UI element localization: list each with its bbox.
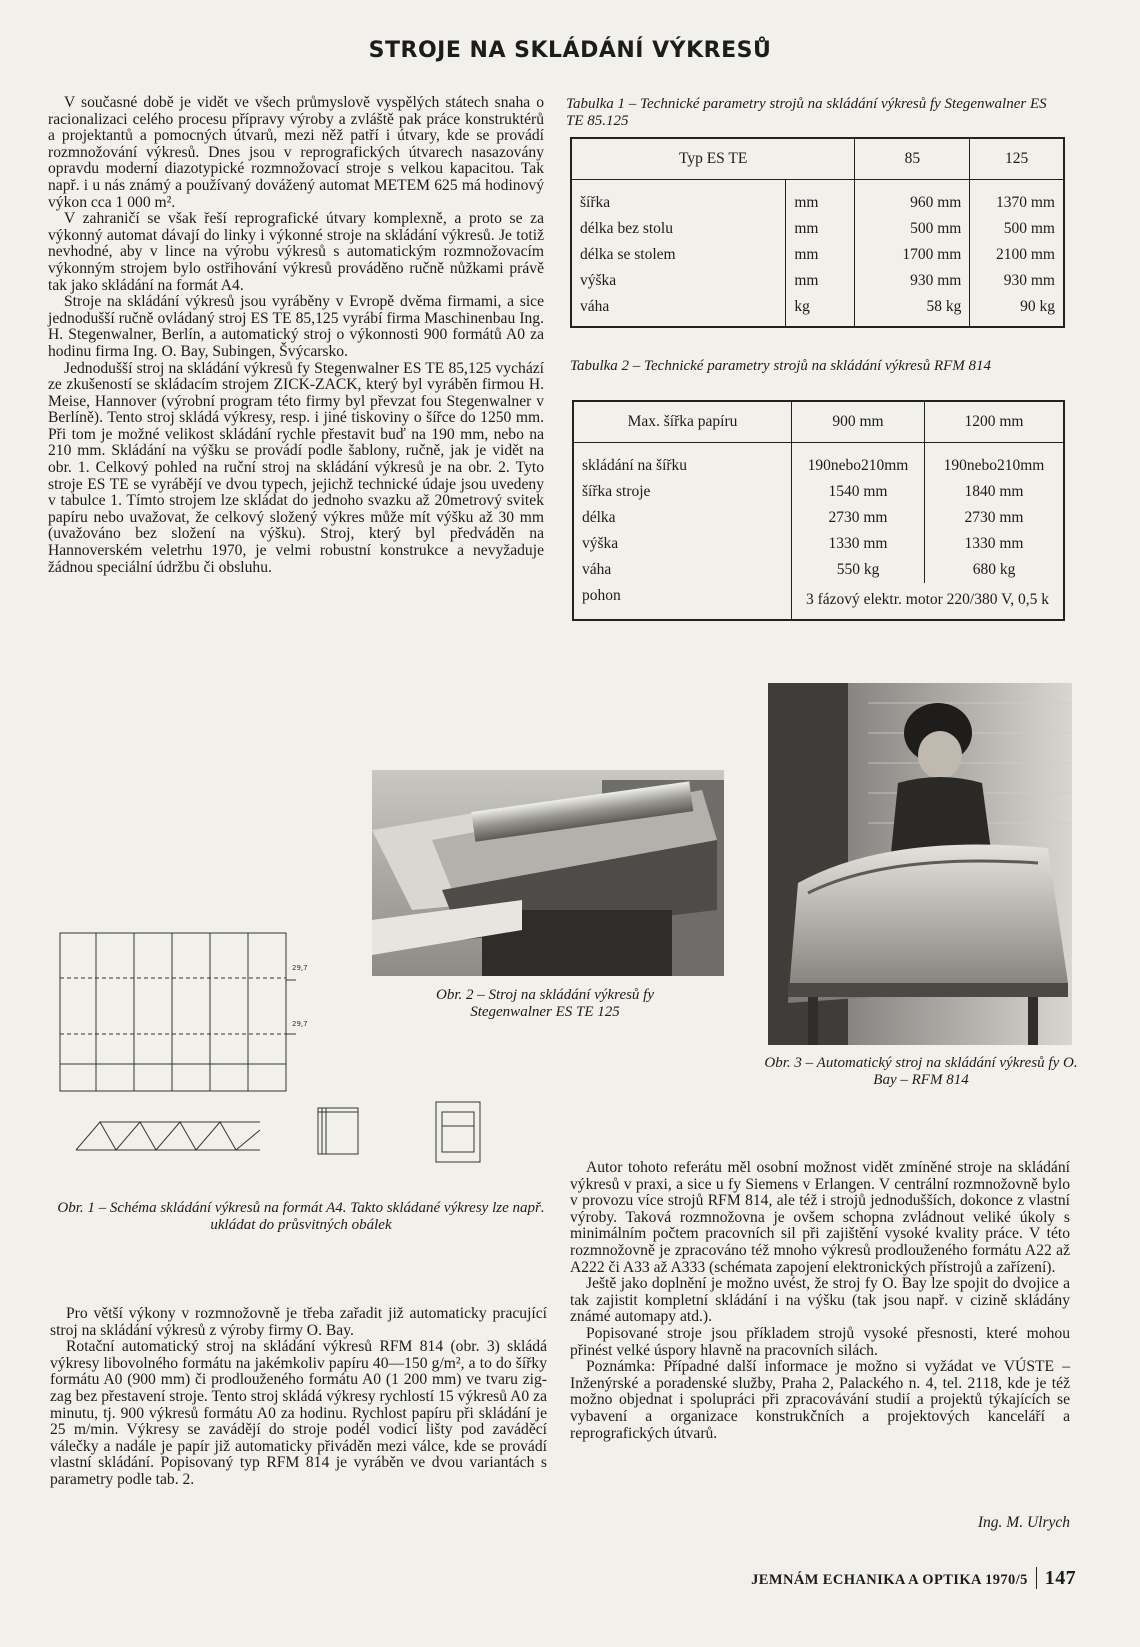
- row-unit: mm: [786, 268, 855, 294]
- row-value: 2730 mm: [925, 505, 1065, 531]
- paragraph: Jednodušší stroj na skládání výkresů fy Stegenwalner ES TE 85,125 vychází ze zkušeností se skládacím strojem ZICK-ZACK, který byl vyráběn firmou H. Meise, Hannover (výrobní program této firmy byl převzat fou Stegenwalner v Berlíně). Tento stroj skládá výkresy, resp. i jiné tiskoviny o šířce do 1250 mm. Při tom je možné velikost skládání rychle přestavit buď na 190 mm, nebo na 210 mm. Skládání na výšku se provádí podle šablony, ručně, jak je vidět na obr. 1. Celkový pohled na ruční stroj na skládání výkresů je na obr. 2. Tyto stroje ES TE se vyrábějí ve dvou typech, jejichž technické údaje jsou uvedeny v tabulce 1. Tímto strojem lze skládat do jednoho svazku až 20metrový svitek papíru nebo uvažovat, že celkový složený výkres může mít výšku až 30 mm (uvažováno bez složení na výšku). Stroj, který byl předváděn na Hannoverském veletrhu 1970, je velmi robustní konstrukce a nevyžaduje žádnou speciální údržbu či obsluhu.: [48, 359, 544, 576]
- diagram-obr1: [56, 930, 486, 1170]
- row-label: výška: [582, 535, 619, 552]
- row-unit: mm: [786, 242, 855, 268]
- table2-header-row: [573, 401, 1064, 443]
- table-row: [571, 242, 1064, 268]
- bottom-left-text: [50, 1306, 547, 1489]
- row-label: váha: [582, 561, 612, 578]
- table1-header-type: Typ ES TE: [571, 138, 855, 180]
- row-label: pohon: [582, 587, 621, 604]
- row-value: 1330 mm: [925, 531, 1065, 557]
- table-row: [573, 531, 1064, 557]
- row-label: skládání na šířku: [582, 457, 688, 474]
- folding-scheme-diagram: [56, 930, 486, 1170]
- row-value: 930 mm: [970, 268, 1064, 294]
- table-row: [571, 268, 1064, 294]
- row-label: délka: [582, 509, 616, 526]
- table2: [572, 400, 1065, 621]
- row-value: 680 kg: [925, 557, 1065, 583]
- journal-name: JEMNÁM ECHANIKA A OPTIKA 1970/5: [751, 1572, 1028, 1588]
- table1: [570, 137, 1065, 328]
- table1-header-row: [571, 138, 1064, 180]
- table-row: [571, 216, 1064, 242]
- paragraph: Poznámka: Případné další informace je možno si vyžádat ve VÚSTE – Inženýrské a poradenské služby, Praha 2, Palackého n. 4, tel. 2118, kde je též možno objednat i spolupráci při zpracovávání studií a projektů týkajících se vybavení a organizace konstrukčních a projektových kanceláří a reprografických útvarů.: [570, 1358, 1070, 1442]
- table-row: [571, 180, 1064, 217]
- dimension-label-a: 29,7: [292, 964, 308, 972]
- table2-caption: Tabulka 2 – Technické parametry strojů na skládání výkresů RFM 814: [570, 358, 992, 374]
- row-label: výška: [580, 272, 617, 289]
- paragraph: Pro větší výkony v rozmnožovně je třeba zařadit již automaticky pracující stroj na skládání výkresů z výroby firmy O. Bay.: [50, 1305, 547, 1339]
- row-value: 58 kg: [855, 294, 970, 327]
- row-unit: mm: [786, 180, 855, 217]
- row-value: 190nebo210mm: [792, 443, 925, 480]
- row-value: 550 kg: [792, 557, 925, 583]
- row-value: 1700 mm: [855, 242, 970, 268]
- row-value: 930 mm: [855, 268, 970, 294]
- automatic-folding-machine-rfm-814-image: [768, 683, 1072, 1045]
- table-row: [573, 505, 1064, 531]
- row-label: šířka stroje: [582, 483, 651, 500]
- table1-header-125: 125: [970, 138, 1064, 180]
- caption-obr3: Obr. 3 – Automatický stroj na skládání výkresů fy O. Bay – RFM 814: [764, 1055, 1078, 1088]
- table2-header-1200: 1200 mm: [925, 401, 1065, 443]
- row-value: 3 fázový elektr. motor 220/380 V, 0,5 k: [792, 583, 1065, 620]
- row-value: 1330 mm: [792, 531, 925, 557]
- table-row: [573, 479, 1064, 505]
- paragraph: Stroje na skládání výkresů jsou vyráběny v Evropě dvěma firmami, a sice jednodušší ručně ovládaný stroj ES TE 85,125 vyrábí firma Maschinenbau Ing. H. Stegenwalner, Berlín, a automatický stroj o výkonnosti 900 formátů A0 za hodinu firma Ing. O. Bay, Subingen, Švýcarsko.: [48, 293, 544, 360]
- table2-header-900: 900 mm: [792, 401, 925, 443]
- table-row: [573, 443, 1064, 480]
- row-unit: kg: [786, 294, 855, 327]
- table-row: [571, 294, 1064, 327]
- table1-caption: Tabulka 1 – Technické parametry strojů na skládání výkresů fy Stegenwalner ES TE 85.125: [566, 96, 1047, 129]
- row-value: 1370 mm: [970, 180, 1064, 217]
- paragraph: Ještě jako doplnění je možno uvést, že stroj fy O. Bay lze spojit do dvojice a tak zajistit kompletní skládání i na výšku (tak jsou např. v cizině skládány známé automapy atd.).: [570, 1275, 1070, 1326]
- table1-header-85: 85: [855, 138, 970, 180]
- paragraph: Autor tohoto referátu měl osobní možnost vidět zmíněné stroje na skládání výkresů v praxi, a sice u fy Siemens v Erlangen. V centrální rozmnožovně bylo v provozu více strojů RFM 814, ale též i strojů jednodušších, dokonce z vlastní výroby. Taková rozmnožovna je ovšem schopna zvládnout veliké úkoly s minimálním počtem pracovních sil při zajištění vysoké kvality práce. V této rozmnožovně je zpracováno též mnoho výkresů prodlouženého formátu A22 až A222 či A33 až A333 (schémata zapojení elektronických přístrojů a zařízení).: [570, 1159, 1070, 1276]
- left-column-text: [48, 95, 544, 576]
- row-label: délka se stolem: [580, 246, 676, 263]
- row-value: 500 mm: [970, 216, 1064, 242]
- paragraph: Rotační automatický stroj na skládání výkresů RFM 814 (obr. 3) skládá výkresy libovolného formátu na jakémkoliv papíru 40—150 g/m², a to do šířky formátu A0 (900 mm) či prodlouženého formátu A0 (1 200 mm) ve tvaru zig-zag bez přestavení stroje. Tento stroj skládá výkresy rychlostí 15 výkresů A0 za minutu, tj. 900 výkresů formátu A0 za hodinu. Rychlost papíru při skládání je 25 m/min. Výkresy se zavádějí do stroje podél vodicí lišty pod zaváděcí válečky a nadále je papír již automaticky přiváděn mezi válce, kde se provádí vlastní skládání. Popisovaný typ RFM 814 je vyráběn ve dvou variantách s parametry podle tab. 2.: [50, 1338, 547, 1488]
- row-value: 1840 mm: [925, 479, 1065, 505]
- paragraph: V zahraničí se však řeší reprografické útvary komplexně, a proto se za výkonný automat dávají do linky i výkonné stroje na skládání výkresů. Je totiž nevhodné, aby v lince na výrobu výkresů s automatickým rozmnožovacím výkonným strojem bylo ostřihování výkresů prováděno ručně nůžkami právě tak jako skládání na formát A4.: [48, 210, 544, 294]
- page-number: 147: [1036, 1567, 1076, 1589]
- paragraph: V současné době je vidět ve všech průmyslově vyspělých státech snaha o racionalizaci celého procesu přípravy výroby a zvláště pak práce konstruktérů a projektantů a pomocných útvarů, mezi něž patří i útvary, kde se provádí rozmnožování výkresů. Dnes jsou v reprografických útvarech nasazovány opravdu moderní diazotypické rozmnožovací stroje s velkou kapacitou. Tak např. i u nás známý a používaný dovážený automat METEM 625 má hodinový výkon cca 1 000 m².: [48, 94, 544, 211]
- row-value: 500 mm: [855, 216, 970, 242]
- row-value: 2730 mm: [792, 505, 925, 531]
- row-value: 1540 mm: [792, 479, 925, 505]
- row-label: váha: [580, 298, 610, 315]
- photo-obr3: [768, 683, 1072, 1045]
- table2-header-width: Max. šířka papíru: [573, 401, 792, 443]
- row-value: 90 kg: [970, 294, 1064, 327]
- row-value: 960 mm: [855, 180, 970, 217]
- page-footer: [751, 1567, 1076, 1590]
- article-title: STROJE NA SKLÁDÁNÍ VÝKRESŮ: [368, 38, 772, 63]
- dimension-label-b: 29,7: [292, 1020, 308, 1028]
- row-label: šířka: [580, 194, 611, 211]
- bottom-right-text: [570, 1160, 1070, 1442]
- table-row: [573, 583, 1064, 620]
- paragraph: Popisované stroje jsou příkladem strojů vysoké přesnosti, které mohou přinést velké úspory hlavně na pracovních silách.: [570, 1324, 1070, 1359]
- row-value: 2100 mm: [970, 242, 1064, 268]
- table-row: [573, 557, 1064, 583]
- row-unit: mm: [786, 216, 855, 242]
- row-value: 190nebo210mm: [925, 443, 1065, 480]
- caption-obr1: Obr. 1 – Schéma skládání výkresů na formát A4. Takto skládané výkresy lze např. ukládat do průsvitných obálek: [57, 1200, 545, 1233]
- author-signature: Ing. M. Ulrych: [977, 1514, 1070, 1531]
- row-label: délka bez stolu: [580, 220, 673, 237]
- caption-obr2: Obr. 2 – Stroj na skládání výkresů fy Stegenwalner ES TE 125: [435, 987, 655, 1020]
